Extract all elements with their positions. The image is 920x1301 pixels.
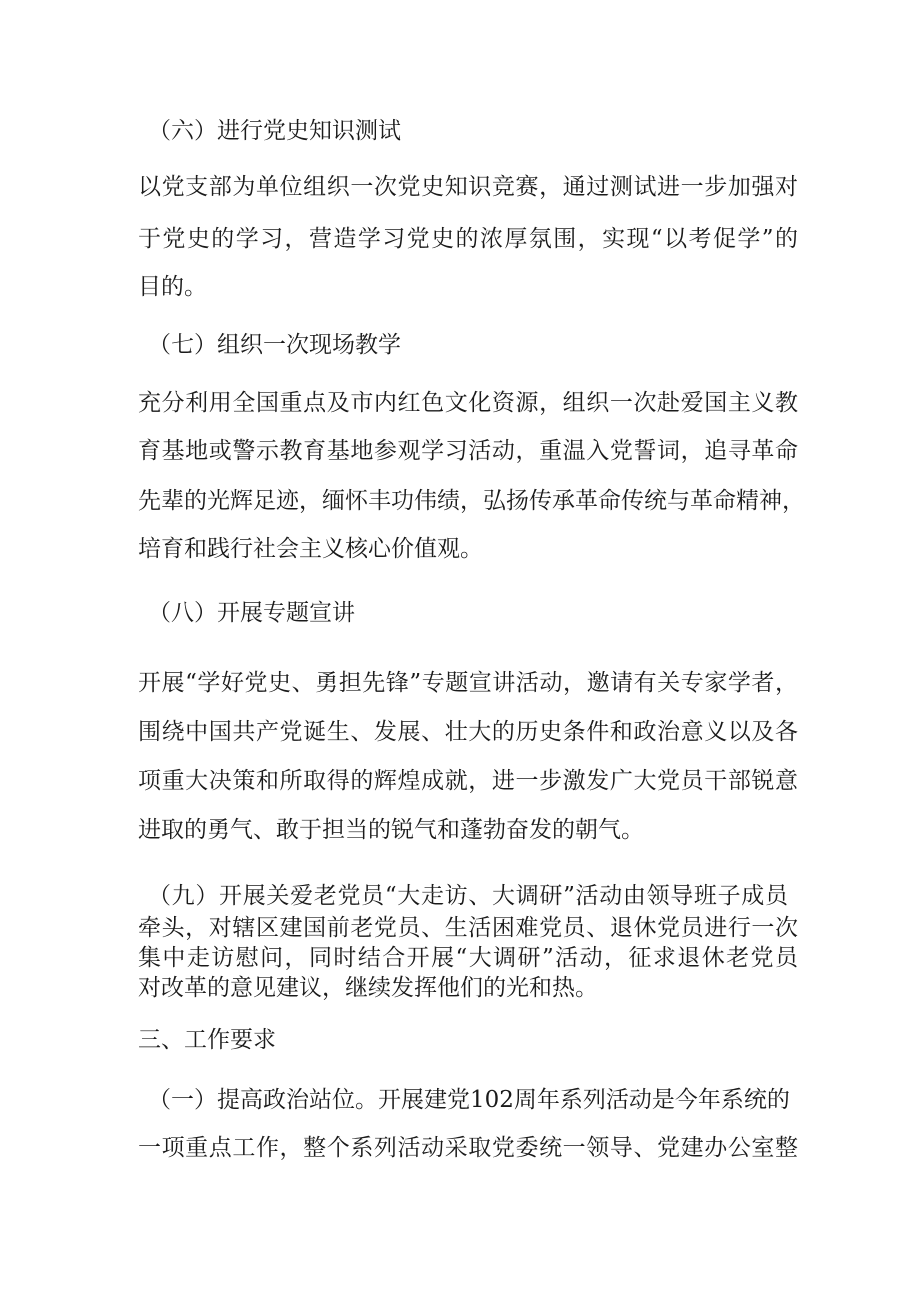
paragraph-line: 目的。 [138, 274, 207, 300]
paragraph-line: 对改革的意见建议，继续发挥他们的光和热。 [138, 975, 598, 1001]
paragraph-line: 开展“学好党史、勇担先锋”专题宣讲活动，邀请有关专家学者， [138, 670, 798, 696]
paragraph-line: （九）开展关爱老党员“大走访、大调研”活动由领导班子成员 [148, 883, 788, 909]
paragraph-line: （一）提高政治站位。开展建党102周年系列活动是今年系统的 [148, 1087, 790, 1113]
paragraph-line: 充分利用全国重点及市内红色文化资源，组织一次赴爱国主义教 [138, 390, 798, 416]
paragraph-line: 于党史的学习，营造学习党史的浓厚氛围，实现“以考促学”的 [138, 226, 798, 252]
paragraph-line: 以党支部为单位组织一次党史知识竞赛，通过测试进一步加强对 [138, 174, 798, 200]
section-heading-8: （八）开展专题宣讲 [148, 600, 355, 626]
paragraph-line: 一项重点工作，整个系列活动采取党委统一领导、党建办公室整 [138, 1135, 798, 1161]
paragraph-line: 围绕中国共产党诞生、发展、壮大的历史条件和政治意义以及各 [138, 719, 798, 745]
paragraph-line: 项重大决策和所取得的辉煌成就，进一步激发广大党员干部锐意 [138, 768, 798, 794]
paragraph-line: 集中走访慰问，同时结合开展“大调研”活动，征求退休老党员 [138, 945, 798, 971]
paragraph-line: 培育和践行社会主义核心价值观。 [138, 536, 483, 562]
section-heading-7: （七）组织一次现场教学 [148, 332, 401, 358]
paragraph-line: 进取的勇气、敢于担当的锐气和蓬勃奋发的朝气。 [138, 817, 644, 843]
section-heading-6: （六）进行党史知识测试 [148, 118, 401, 144]
paragraph-line: 先辈的光辉足迹，缅怀丰功伟绩，弘扬传承革命传统与革命精神， [138, 488, 805, 514]
paragraph-line: 育基地或警示教育基地参观学习活动，重温入党誓词，追寻革命 [138, 438, 798, 464]
paragraph-line: 牵头，对辖区建国前老党员、生活困难党员、退休党员进行一次 [138, 915, 798, 941]
section-heading-work-requirements: 三、工作要求 [138, 1027, 276, 1053]
